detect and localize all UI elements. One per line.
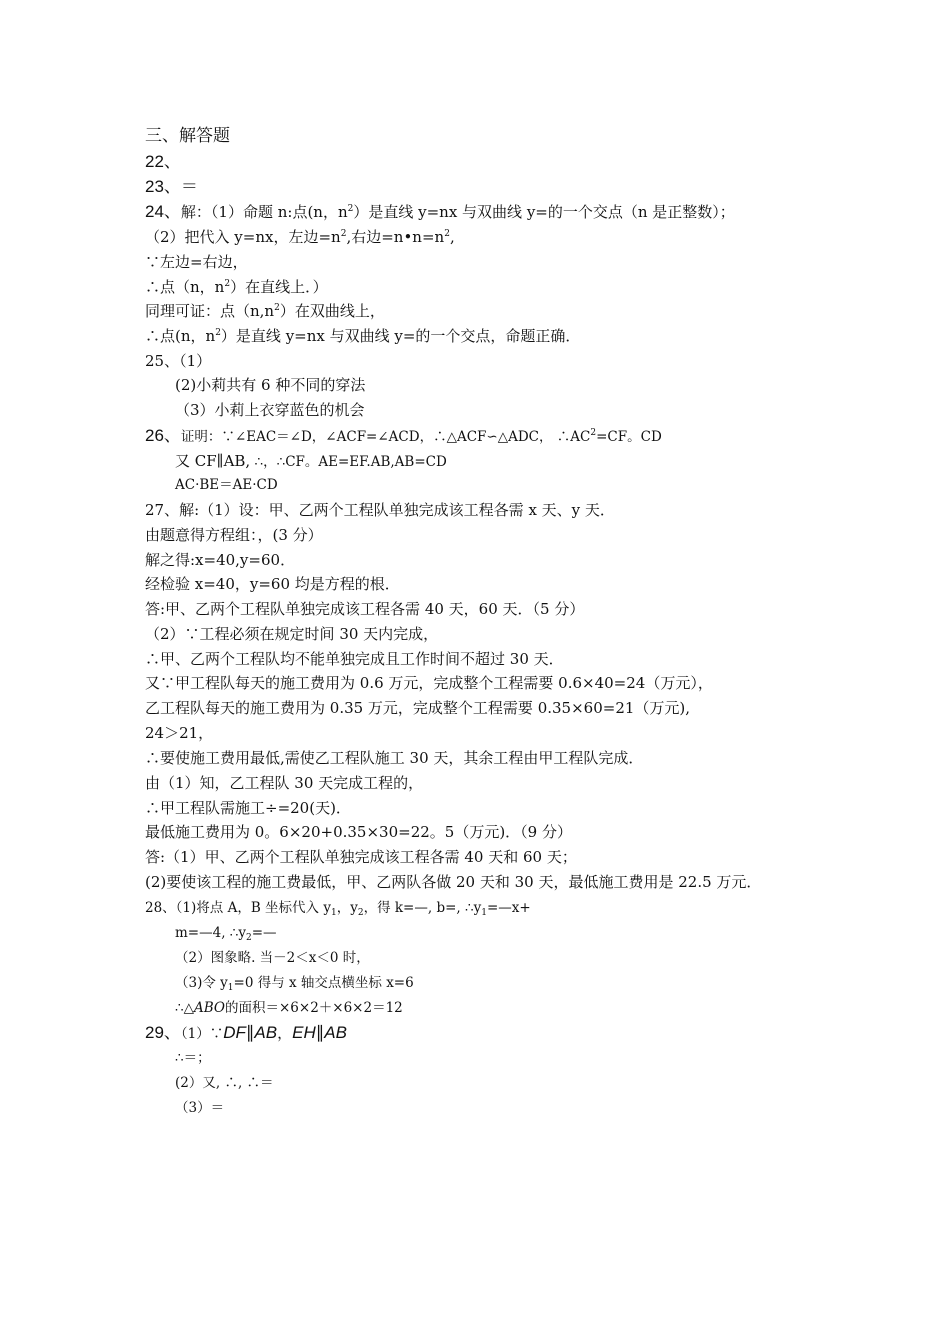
q27-line-16: (2)要使该工程的施工费最低，甲、乙两队各做 20 天和 30 天，最低施工费用是 22.5 万元． <box>145 873 762 891</box>
q29-line-2: ∴＝； <box>175 1050 211 1066</box>
q24-line-4 <box>145 277 328 297</box>
q24-text: 同理可证：点（n,n <box>145 302 275 320</box>
q26-number: 26、 <box>145 426 181 445</box>
q25-line-3: （3）小莉上衣穿蓝色的机会 <box>175 401 365 419</box>
q28-text: （3)令 y <box>175 975 228 991</box>
q27-line-8: 又∵甲工程队每天的施工费用为 0.6 万元，完成整个工程需要 0.6×40=24（万元）， <box>145 674 713 692</box>
q28-text: ∴△ <box>175 1000 194 1016</box>
q23-line <box>145 177 198 197</box>
q24-text: ）是直线 y=nx 与双曲线 y=的一个交点，命题正确． <box>220 327 581 345</box>
subscript: 1 <box>330 908 337 918</box>
q25-line-2: (2)小莉共有 6 种不同的穿法 <box>175 376 366 394</box>
q28-line-1 <box>145 898 531 918</box>
q28-line-5 <box>175 998 403 1018</box>
q29-text: （1）∵ <box>180 1026 224 1042</box>
q24-line-6 <box>145 326 580 346</box>
q26-line-3: AC·BE＝AE·CD <box>175 477 278 493</box>
q26-text: ∴，∴CF。AE=EF.AB,AB=CD <box>250 454 447 470</box>
q23-answer: ＝ <box>180 177 198 196</box>
q25-number: 25、 <box>145 352 180 370</box>
q22-number: 22、 <box>145 152 181 171</box>
q27-line-9: 乙工程队每天的施工费用为 0.35 万元，完成整个工程需要 0.35×60=21（万元), <box>145 699 691 717</box>
q27-line-10: 24＞21， <box>145 724 214 742</box>
q27-line-3: 解之得:x=40,y=60． <box>145 551 296 569</box>
q28-text: 28、（1)将点 A，B 坐标代入 y <box>145 900 331 916</box>
q24-text: , <box>449 228 455 246</box>
superscript: 2 <box>224 279 231 289</box>
q28-line-3: （2）图象略. 当－2＜x＜0 时， <box>175 950 370 966</box>
subscript: 2 <box>246 933 252 943</box>
subscript: 1 <box>227 983 234 993</box>
q24-line-5 <box>145 301 385 321</box>
q24-number: 24、 <box>145 202 181 221</box>
q27-line-4: 经检验 x=40，y=60 均是方程的根． <box>145 575 400 593</box>
q28-italic-text: ABO <box>193 1000 225 1016</box>
q26-text: 又 CF∥AB, <box>175 452 251 470</box>
q29-line-3: (2）又, ∴, ∴＝ <box>175 1075 274 1091</box>
q27-line-15: 答:（1）甲、乙两个工程队单独完成该工程各需 40 天和 60 天； <box>145 848 577 866</box>
q27-line-11: ∴要使施工费用最低,需使乙工程队施工 30 天，其余工程由甲工程队完成． <box>145 749 644 767</box>
q29-italic-text: EH∥AB <box>292 1023 347 1042</box>
q26-line-2 <box>175 451 447 472</box>
q24-text: ,右边=n•n=n <box>346 228 445 246</box>
q24-line-1 <box>145 202 735 222</box>
section-title: 三、解答题 <box>145 126 230 146</box>
q26-line-1 <box>145 426 662 447</box>
q27-line-14: 最低施工费用为 0。6×20+0.35×30=22。5（万元)．（9 分） <box>145 823 572 841</box>
q28-text: =—x+ <box>486 900 531 916</box>
q24-text: ）在双曲线上， <box>279 302 385 320</box>
q24-text: （2）把代入 y=nx，左边=n <box>145 228 341 246</box>
q29-italic-text: DF∥AB <box>223 1023 278 1042</box>
q24-text: ∴点（n，n <box>145 278 225 296</box>
q24-text: ）在直线上．） <box>230 278 328 296</box>
q24-line-2 <box>145 227 455 247</box>
q29-text: ， <box>277 1024 293 1042</box>
superscript: 2 <box>215 328 221 338</box>
superscript: 2 <box>340 229 347 239</box>
q27-line-6: （2）∵工程必须在规定时间 30 天内完成， <box>145 625 439 643</box>
q28-text: =— <box>251 925 277 941</box>
superscript: 2 <box>444 229 450 239</box>
q29-number: 29、 <box>145 1023 181 1042</box>
q26-text: 证明：∵∠EAC＝∠D，∠ACF=∠ACD，∴△ACF∽△ADC， ∴AC <box>180 429 591 445</box>
subscript: 2 <box>357 908 364 918</box>
q28-line-4 <box>175 973 414 993</box>
q28-text: =0 得与 x 轴交点横坐标 x=6 <box>233 975 414 991</box>
superscript: 2 <box>590 428 597 438</box>
q27-line-1: 27、解:（1）设：甲、乙两个工程队单独完成该工程各需 x 天、y 天． <box>145 501 615 519</box>
q27-line-13: ∴甲工程队需施工÷=20(天)． <box>145 799 351 817</box>
superscript: 2 <box>347 204 354 214</box>
q24-text: ）是直线 y=nx 与双曲线 y=的一个交点（n 是正整数）； <box>353 203 735 221</box>
q25-line-1 <box>145 351 211 371</box>
q24-text: ∴点(n，n <box>145 327 216 345</box>
q27-line-2: 由题意得方程组：，(3 分） <box>145 526 323 544</box>
q28-text: ，得 k=—, b=, ∴y <box>363 900 482 916</box>
q29-line-1 <box>145 1023 347 1044</box>
q28-line-2 <box>175 923 277 943</box>
subscript: 1 <box>481 908 487 918</box>
q24-text: 解：（1）命题 n:点(n，n <box>180 203 348 221</box>
q29-line-4: （3）＝ <box>175 1100 225 1116</box>
q28-text: ，y <box>336 900 358 916</box>
q27-line-7: ∴甲、乙两个工程队均不能单独完成且工作时间不超过 30 天． <box>145 650 564 668</box>
superscript: 2 <box>274 303 280 313</box>
q28-text: 的面积＝×6×2＋×6×2＝12 <box>224 1000 403 1016</box>
q28-text: m=—4, ∴y <box>175 925 247 941</box>
q27-line-5: 答:甲、乙两个工程队单独完成该工程各需 40 天，60 天．（5 分） <box>145 600 585 618</box>
q27-line-12: 由（1）知，乙工程队 30 天完成工程的， <box>145 774 424 792</box>
q26-text: =CF。CD <box>596 429 662 445</box>
q23-number: 23、 <box>145 177 181 196</box>
q24-line-3: ∵左边=右边， <box>145 253 248 271</box>
q25-text: （1） <box>179 352 212 370</box>
